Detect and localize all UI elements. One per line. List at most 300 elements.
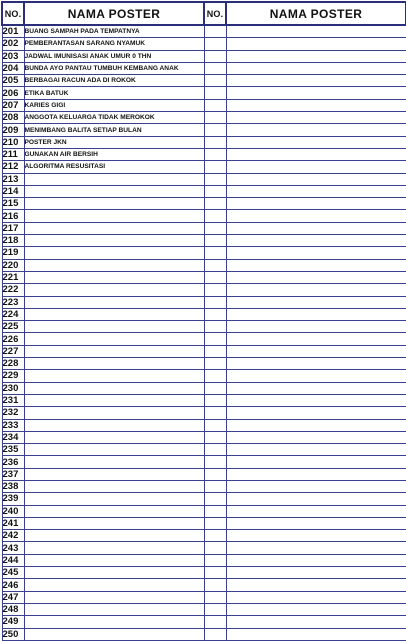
poster-title xyxy=(226,75,406,87)
table-row xyxy=(2,235,204,247)
row-number: 221 xyxy=(2,271,24,283)
poster-title xyxy=(24,468,204,480)
table-row xyxy=(2,530,204,542)
table-row xyxy=(2,75,204,87)
row-number: 230 xyxy=(2,382,24,394)
poster-title xyxy=(24,616,204,628)
poster-title xyxy=(24,210,204,222)
poster-title xyxy=(226,173,406,185)
table-row xyxy=(2,321,204,333)
row-number: 246 xyxy=(2,579,24,591)
poster-title: JADWAL IMUNISASI ANAK UMUR 0 THN xyxy=(24,50,204,62)
row-number: 222 xyxy=(2,284,24,296)
table-row xyxy=(204,50,406,62)
table-row xyxy=(2,468,204,480)
row-number: 229 xyxy=(2,370,24,382)
row-number: 244 xyxy=(2,554,24,566)
poster-title xyxy=(226,579,406,591)
poster-title xyxy=(226,136,406,148)
poster-title xyxy=(226,567,406,579)
table-header-row xyxy=(2,2,204,25)
row-number: 217 xyxy=(2,222,24,234)
row-number xyxy=(204,407,226,419)
table-row xyxy=(2,87,204,99)
row-number xyxy=(204,185,226,197)
table-row xyxy=(2,394,204,406)
poster-title xyxy=(24,517,204,529)
row-number: 238 xyxy=(2,480,24,492)
row-number xyxy=(204,394,226,406)
row-number xyxy=(204,75,226,87)
poster-title xyxy=(24,480,204,492)
table-row xyxy=(2,407,204,419)
row-number xyxy=(204,444,226,456)
poster-title xyxy=(226,456,406,468)
column-header-name: NAMA POSTER xyxy=(226,2,406,25)
table-row xyxy=(2,148,204,160)
row-number xyxy=(204,567,226,579)
poster-title xyxy=(24,271,204,283)
poster-title xyxy=(226,468,406,480)
poster-title: ETIKA BATUK xyxy=(24,87,204,99)
row-number: 214 xyxy=(2,185,24,197)
table-row xyxy=(2,62,204,74)
row-number xyxy=(204,99,226,111)
poster-title xyxy=(24,493,204,505)
row-number: 218 xyxy=(2,235,24,247)
row-number: 206 xyxy=(2,87,24,99)
table-row xyxy=(2,480,204,492)
table-row xyxy=(204,382,406,394)
poster-title xyxy=(24,358,204,370)
row-number xyxy=(204,505,226,517)
poster-title xyxy=(226,308,406,320)
row-number xyxy=(204,321,226,333)
row-number: 242 xyxy=(2,530,24,542)
poster-title xyxy=(226,112,406,124)
poster-title xyxy=(24,382,204,394)
row-number xyxy=(204,25,226,38)
table-row xyxy=(204,161,406,173)
table-row xyxy=(204,394,406,406)
table-row xyxy=(2,358,204,370)
row-number xyxy=(204,308,226,320)
table-row xyxy=(204,444,406,456)
right-poster-table xyxy=(203,1,406,641)
row-number: 203 xyxy=(2,50,24,62)
poster-title: PEMBERANTASAN SARANG NYAMUK xyxy=(24,38,204,50)
poster-title xyxy=(226,38,406,50)
table-row xyxy=(2,616,204,628)
row-number xyxy=(204,358,226,370)
poster-title xyxy=(226,235,406,247)
table-row xyxy=(2,210,204,222)
row-number xyxy=(204,554,226,566)
row-number xyxy=(204,259,226,271)
table-row xyxy=(204,62,406,74)
row-number xyxy=(204,419,226,431)
row-number xyxy=(204,271,226,283)
row-number xyxy=(204,628,226,640)
row-number xyxy=(204,603,226,615)
row-number: 223 xyxy=(2,296,24,308)
table-row xyxy=(204,567,406,579)
table-row xyxy=(2,136,204,148)
row-number xyxy=(204,517,226,529)
poster-title xyxy=(24,198,204,210)
table-row xyxy=(204,628,406,640)
table-row xyxy=(2,161,204,173)
table-row xyxy=(2,345,204,357)
row-number: 237 xyxy=(2,468,24,480)
table-row xyxy=(2,99,204,111)
table-row xyxy=(2,567,204,579)
poster-title: MENIMBANG BALITA SETIAP BULAN xyxy=(24,124,204,136)
poster-title: BUANG SAMPAH PADA TEMPATNYA xyxy=(24,25,204,38)
row-number xyxy=(204,235,226,247)
table-row xyxy=(2,554,204,566)
table-row xyxy=(204,333,406,345)
poster-title xyxy=(226,247,406,259)
poster-title xyxy=(226,345,406,357)
poster-title xyxy=(226,259,406,271)
poster-title xyxy=(226,591,406,603)
table-row xyxy=(204,308,406,320)
poster-title xyxy=(24,173,204,185)
poster-title xyxy=(24,567,204,579)
row-number: 210 xyxy=(2,136,24,148)
poster-title xyxy=(226,517,406,529)
poster-title xyxy=(226,542,406,554)
poster-title xyxy=(226,493,406,505)
poster-title xyxy=(226,161,406,173)
poster-title xyxy=(226,554,406,566)
table-row xyxy=(2,284,204,296)
table-row xyxy=(204,38,406,50)
poster-title: POSTER JKN xyxy=(24,136,204,148)
table-row xyxy=(204,173,406,185)
table-row xyxy=(2,38,204,50)
row-number: 219 xyxy=(2,247,24,259)
row-number: 227 xyxy=(2,345,24,357)
poster-title xyxy=(226,25,406,38)
poster-title xyxy=(24,247,204,259)
row-number: 216 xyxy=(2,210,24,222)
row-number xyxy=(204,530,226,542)
table-row xyxy=(2,124,204,136)
poster-title xyxy=(226,628,406,640)
poster-title xyxy=(226,296,406,308)
table-header-row xyxy=(204,2,406,25)
poster-title xyxy=(226,382,406,394)
row-number: 225 xyxy=(2,321,24,333)
row-number: 205 xyxy=(2,75,24,87)
table-row xyxy=(204,75,406,87)
table-row xyxy=(2,591,204,603)
table-row xyxy=(2,296,204,308)
poster-title xyxy=(226,210,406,222)
poster-title xyxy=(24,296,204,308)
row-number xyxy=(204,542,226,554)
poster-title xyxy=(24,370,204,382)
table-row xyxy=(204,616,406,628)
poster-title xyxy=(24,394,204,406)
column-header-name: NAMA POSTER xyxy=(24,2,204,25)
row-number: 207 xyxy=(2,99,24,111)
row-number: 249 xyxy=(2,616,24,628)
row-number: 211 xyxy=(2,148,24,160)
table-row xyxy=(2,444,204,456)
row-number: 243 xyxy=(2,542,24,554)
row-number: 232 xyxy=(2,407,24,419)
table-row xyxy=(204,296,406,308)
table-row xyxy=(204,222,406,234)
table-row xyxy=(2,517,204,529)
row-number xyxy=(204,333,226,345)
poster-title xyxy=(24,456,204,468)
row-number: 248 xyxy=(2,603,24,615)
table-row xyxy=(2,259,204,271)
table-row xyxy=(2,25,204,38)
poster-title xyxy=(226,99,406,111)
row-number xyxy=(204,431,226,443)
table-row xyxy=(204,542,406,554)
row-number: 204 xyxy=(2,62,24,74)
row-number xyxy=(204,382,226,394)
row-number xyxy=(204,493,226,505)
left-poster-table xyxy=(1,1,205,641)
row-number xyxy=(204,210,226,222)
row-number xyxy=(204,50,226,62)
table-row xyxy=(2,603,204,615)
table-row xyxy=(2,112,204,124)
table-row xyxy=(2,185,204,197)
row-number: 247 xyxy=(2,591,24,603)
poster-title xyxy=(24,444,204,456)
poster-title xyxy=(24,530,204,542)
table-row xyxy=(204,517,406,529)
poster-title xyxy=(226,321,406,333)
table-row xyxy=(2,173,204,185)
poster-title xyxy=(24,542,204,554)
poster-title xyxy=(226,358,406,370)
poster-title xyxy=(226,370,406,382)
poster-title: ANGGOTA KELUARGA TIDAK MEROKOK xyxy=(24,112,204,124)
row-number xyxy=(204,616,226,628)
table-row xyxy=(2,247,204,259)
table-row xyxy=(204,136,406,148)
row-number: 250 xyxy=(2,628,24,640)
poster-title xyxy=(24,333,204,345)
poster-title xyxy=(226,530,406,542)
table-row xyxy=(204,112,406,124)
table-row xyxy=(2,579,204,591)
table-row xyxy=(204,345,406,357)
row-number: 224 xyxy=(2,308,24,320)
row-number: 209 xyxy=(2,124,24,136)
row-number: 226 xyxy=(2,333,24,345)
row-number xyxy=(204,87,226,99)
poster-title xyxy=(226,185,406,197)
row-number xyxy=(204,222,226,234)
row-number xyxy=(204,136,226,148)
poster-title xyxy=(226,87,406,99)
row-number: 239 xyxy=(2,493,24,505)
row-number xyxy=(204,62,226,74)
table-row xyxy=(204,99,406,111)
column-header-no: NO. xyxy=(2,2,24,25)
table-row xyxy=(204,358,406,370)
table-row xyxy=(2,370,204,382)
poster-title xyxy=(226,198,406,210)
poster-title xyxy=(24,628,204,640)
row-number: 212 xyxy=(2,161,24,173)
row-number: 234 xyxy=(2,431,24,443)
poster-title xyxy=(226,505,406,517)
table-row xyxy=(204,210,406,222)
poster-title xyxy=(226,50,406,62)
table-row xyxy=(204,247,406,259)
poster-title xyxy=(24,603,204,615)
row-number: 231 xyxy=(2,394,24,406)
table-row xyxy=(204,493,406,505)
table-row xyxy=(2,456,204,468)
row-number xyxy=(204,591,226,603)
table-row xyxy=(2,222,204,234)
table-row xyxy=(204,370,406,382)
poster-title xyxy=(24,554,204,566)
row-number xyxy=(204,124,226,136)
poster-title xyxy=(226,444,406,456)
row-number: 202 xyxy=(2,38,24,50)
poster-title xyxy=(24,284,204,296)
row-number xyxy=(204,345,226,357)
row-number xyxy=(204,480,226,492)
poster-title xyxy=(24,235,204,247)
row-number xyxy=(204,468,226,480)
table-row xyxy=(204,25,406,38)
row-number xyxy=(204,173,226,185)
table-row xyxy=(204,456,406,468)
table-row xyxy=(204,124,406,136)
poster-title xyxy=(24,579,204,591)
table-row xyxy=(204,603,406,615)
poster-title: KARIES GIGI xyxy=(24,99,204,111)
row-number: 236 xyxy=(2,456,24,468)
row-number xyxy=(204,284,226,296)
table-row xyxy=(204,505,406,517)
table-row xyxy=(2,50,204,62)
table-row xyxy=(2,431,204,443)
poster-title xyxy=(226,124,406,136)
row-number: 235 xyxy=(2,444,24,456)
table-row xyxy=(204,321,406,333)
poster-title xyxy=(226,222,406,234)
poster-title xyxy=(24,222,204,234)
poster-title xyxy=(226,62,406,74)
row-number xyxy=(204,161,226,173)
poster-title xyxy=(226,480,406,492)
column-header-no: NO. xyxy=(204,2,226,25)
row-number xyxy=(204,296,226,308)
poster-title xyxy=(226,407,406,419)
table-row xyxy=(204,431,406,443)
table-row xyxy=(2,271,204,283)
poster-title xyxy=(226,271,406,283)
row-number xyxy=(204,579,226,591)
table-row xyxy=(2,198,204,210)
table-row xyxy=(2,333,204,345)
poster-title xyxy=(226,603,406,615)
poster-title xyxy=(226,284,406,296)
poster-title: ALGORITMA RESUSITASI xyxy=(24,161,204,173)
table-row xyxy=(204,198,406,210)
table-row xyxy=(2,542,204,554)
table-row xyxy=(2,505,204,517)
row-number xyxy=(204,370,226,382)
table-row xyxy=(204,407,406,419)
table-row xyxy=(204,530,406,542)
poster-title xyxy=(226,616,406,628)
table-row xyxy=(204,468,406,480)
row-number: 240 xyxy=(2,505,24,517)
row-number xyxy=(204,112,226,124)
table-row xyxy=(204,480,406,492)
poster-title xyxy=(226,148,406,160)
row-number: 215 xyxy=(2,198,24,210)
poster-title xyxy=(24,308,204,320)
table-row xyxy=(204,259,406,271)
poster-title xyxy=(24,431,204,443)
poster-title xyxy=(226,333,406,345)
table-row xyxy=(2,382,204,394)
table-row xyxy=(2,628,204,640)
table-row xyxy=(2,493,204,505)
table-row xyxy=(204,419,406,431)
table-row xyxy=(204,579,406,591)
row-number xyxy=(204,38,226,50)
poster-title: BUNDA AYO PANTAU TUMBUH KEMBANG ANAK xyxy=(24,62,204,74)
table-row xyxy=(204,148,406,160)
row-number: 233 xyxy=(2,419,24,431)
row-number: 241 xyxy=(2,517,24,529)
table-row xyxy=(204,87,406,99)
poster-title xyxy=(24,419,204,431)
poster-title xyxy=(24,591,204,603)
poster-title xyxy=(24,505,204,517)
row-number: 201 xyxy=(2,25,24,38)
table-row xyxy=(204,235,406,247)
row-number: 213 xyxy=(2,173,24,185)
poster-title xyxy=(24,259,204,271)
row-number xyxy=(204,456,226,468)
table-row xyxy=(204,185,406,197)
row-number: 220 xyxy=(2,259,24,271)
poster-title: GUNAKAN AIR BERSIH xyxy=(24,148,204,160)
row-number xyxy=(204,198,226,210)
row-number: 208 xyxy=(2,112,24,124)
row-number: 228 xyxy=(2,358,24,370)
poster-title xyxy=(24,407,204,419)
table-row xyxy=(2,308,204,320)
poster-title xyxy=(226,394,406,406)
row-number xyxy=(204,247,226,259)
table-row xyxy=(204,271,406,283)
table-row xyxy=(204,554,406,566)
poster-title xyxy=(226,419,406,431)
poster-title xyxy=(24,321,204,333)
row-number xyxy=(204,148,226,160)
